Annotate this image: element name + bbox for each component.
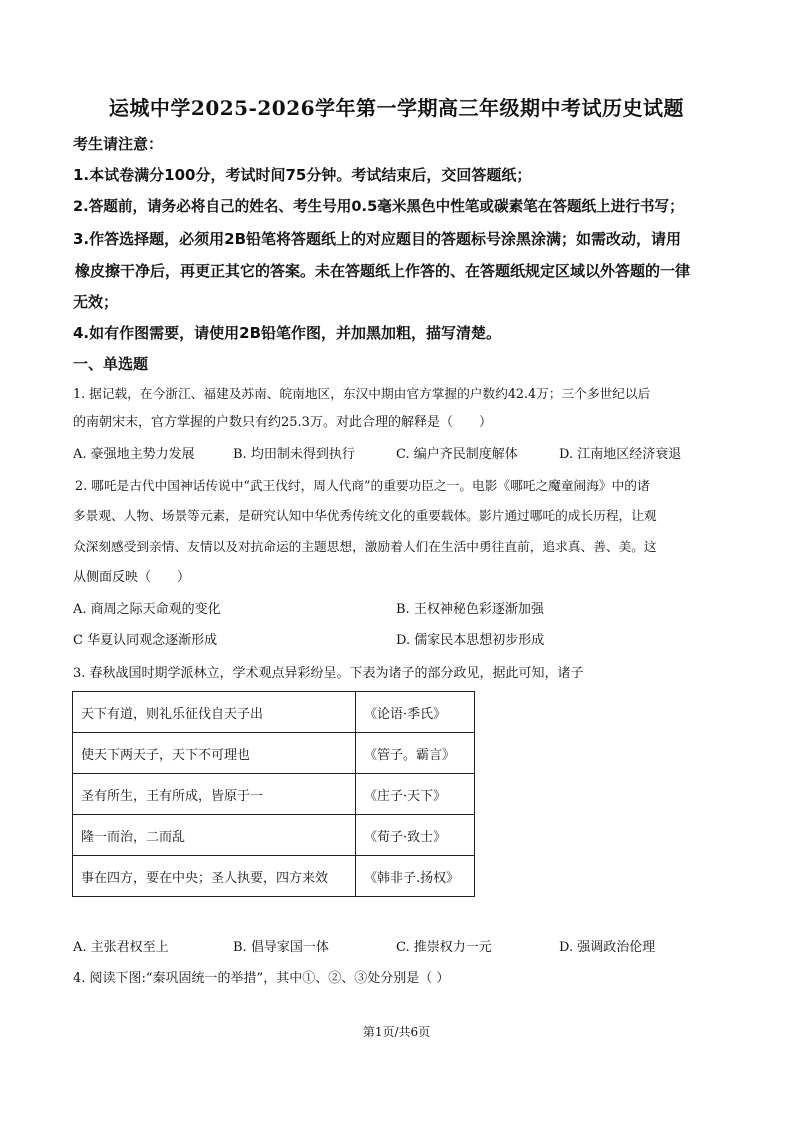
table-row bbox=[73, 774, 475, 815]
table-cell-view: 天下有道，则礼乐征伐自天子出 bbox=[73, 692, 356, 733]
question-1-option-d: D. 江南地区经济衰退 bbox=[559, 447, 682, 462]
table-row bbox=[73, 692, 475, 733]
question-2-line-3: 众深刻感受到亲情、友情以及对抗命运的主题思想，激励着人们在生活中勇往直前，追求真、善、美。这 bbox=[73, 539, 657, 554]
table-cell-source: 《韩非子.扬权》 bbox=[356, 856, 475, 897]
table-row bbox=[73, 856, 475, 897]
table-cell-source: 《论语·季氏》 bbox=[356, 692, 475, 733]
table-cell-view: 隆一而治，二而乱 bbox=[73, 815, 356, 856]
question-1-line-1: 1. 据记载，在今浙江、福建及苏南、皖南地区，东汉中期由官方掌握的户数约42.4万；三个多世纪以后 bbox=[73, 386, 651, 401]
political-views-table bbox=[72, 691, 475, 897]
section-heading: 一、单选题 bbox=[73, 355, 149, 373]
question-1-option-c: C. 编户齐民制度解体 bbox=[396, 447, 518, 462]
question-2-option-a: A. 商周之际天命观的变化 bbox=[73, 602, 221, 617]
notice-item-3-line-3: 无效； bbox=[73, 293, 119, 311]
question-1-option-a: A. 豪强地主势力发展 bbox=[73, 447, 195, 462]
question-2-option-d: D. 儒家民本思想初步形成 bbox=[396, 633, 545, 648]
table-cell-source: 《荀子·致士》 bbox=[356, 815, 475, 856]
notice-item-1: 1.本试卷满分100分，考试时间75分钟。考试结束后，交回答题纸； bbox=[73, 166, 532, 184]
table-cell-view: 事在四方，要在中央；圣人执要，四方来效 bbox=[73, 856, 356, 897]
question-3-option-d: D. 强调政治伦理 bbox=[559, 940, 656, 955]
page-footer: 第1页/共6页 bbox=[362, 1025, 431, 1039]
page-title: 运城中学2025-2026学年第一学期高三年级期中考试历史试题 bbox=[108, 96, 685, 120]
question-3-option-a: A. 主张君权至上 bbox=[73, 940, 169, 955]
table-row bbox=[73, 815, 475, 856]
question-3-option-c: C. 推崇权力一元 bbox=[396, 940, 492, 955]
table-cell-source: 《庄子·天下》 bbox=[356, 774, 475, 815]
question-2-option-c: C 华夏认同观念逐渐形成 bbox=[73, 633, 218, 648]
question-2-option-b: B. 王权神秘色彩逐渐加强 bbox=[396, 602, 544, 617]
notice-heading: 考生请注意： bbox=[73, 135, 164, 153]
question-1-line-2: 的南朝宋末，官方掌握的户数只有约25.3万。对此合理的解释是（ ） bbox=[73, 415, 492, 430]
question-2-line-2: 多景观、人物、场景等元素，是研究认知中华优秀传统文化的重要载体。影片通过哪吒的成长历程，让观 bbox=[73, 508, 657, 523]
table-cell-source: 《管子。霸言》 bbox=[356, 733, 475, 774]
notice-item-3-line-1: 3.作答选择题，必须用2B铅笔将答题纸上的对应题目的答题标号涂黑涂满；如需改动，请用 bbox=[73, 230, 682, 248]
table-cell-view: 圣有所生，王有所成，皆原于一 bbox=[73, 774, 356, 815]
question-3-line-1: 3. 春秋战国时期学派林立，学术观点异彩纷呈。下表为诸子的部分政见，据此可知，诸子 bbox=[73, 666, 584, 681]
question-4-line-1: 4. 阅读下图:“秦巩固统一的举措”，其中①、②、③处分别是（ ） bbox=[73, 971, 450, 986]
question-2-line-1: 2. 哪吒是古代中国神话传说中“武王伐纣，周人代商”的重要功臣之一。电影《哪吒之魔童闹海》中的诸 bbox=[75, 478, 650, 493]
table-row bbox=[73, 733, 475, 774]
notice-item-3-line-2: 橡皮擦干净后，再更正其它的答案。未在答题纸上作答的、在答题纸规定区域以外答题的一律 bbox=[75, 262, 691, 280]
notice-item-4: 4.如有作图需要，请使用2B铅笔作图，并加黑加粗，描写清楚。 bbox=[73, 324, 502, 342]
question-3-option-b: B. 倡导家国一体 bbox=[233, 940, 329, 955]
notice-item-2: 2.答题前，请务必将自己的姓名、考生号用0.5毫米黑色中性笔或碳素笔在答题纸上进行书写； bbox=[73, 198, 684, 215]
question-2-line-4: 从侧面反映（ ） bbox=[73, 570, 191, 585]
question-1-option-b: B. 均田制未得到执行 bbox=[233, 447, 355, 462]
table-cell-view: 使天下两天子，天下不可理也 bbox=[73, 733, 356, 774]
